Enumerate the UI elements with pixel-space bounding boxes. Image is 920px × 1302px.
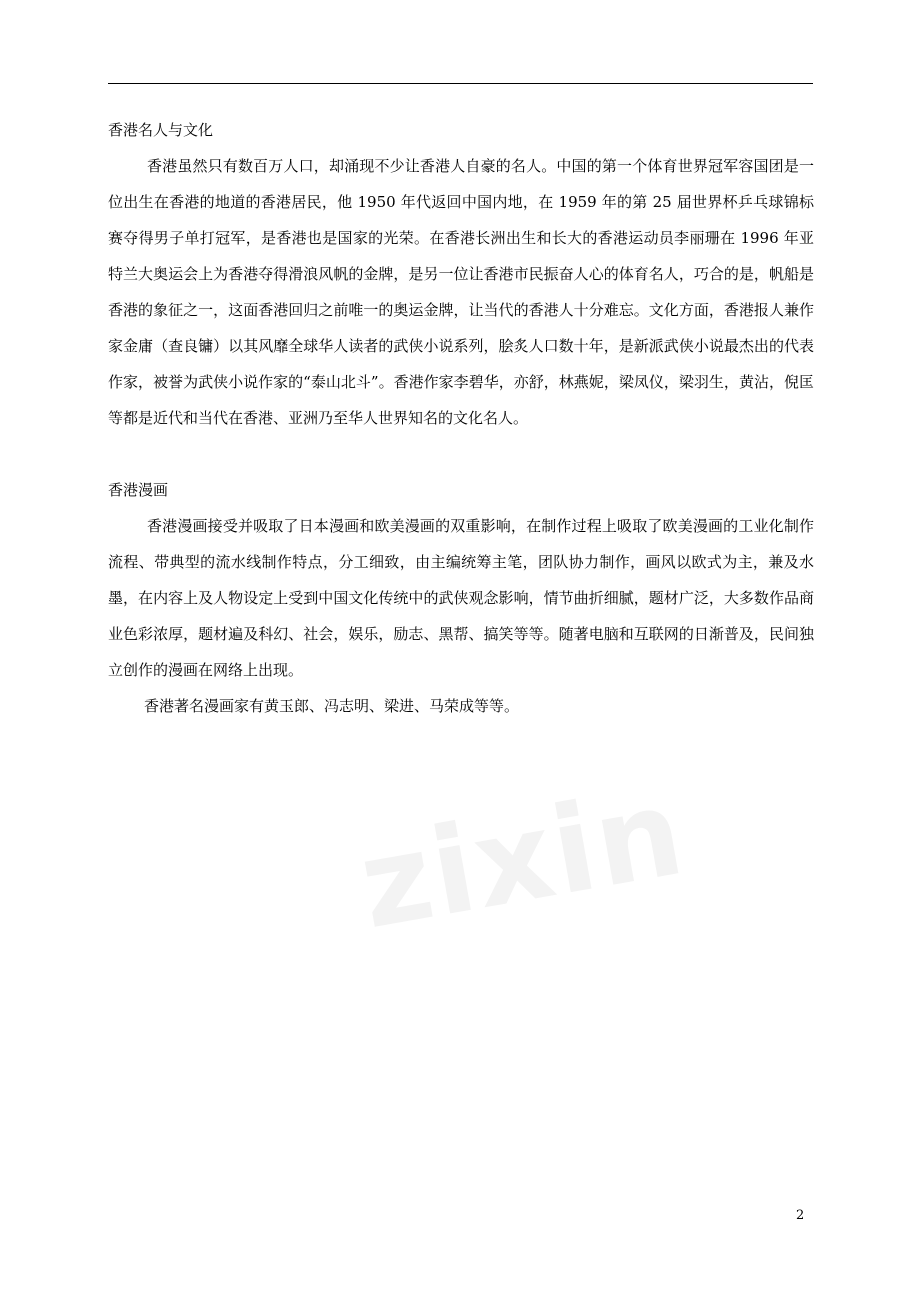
section-heading: 香港名人与文化 — [108, 121, 214, 139]
paragraph: 香港著名漫画家有黄玉郎、冯志明、梁进、马荣成等等。 — [144, 697, 520, 715]
paragraph: 香港漫画接受并吸取了日本漫画和欧美漫画的双重影响，在制作过程上吸取了欧美漫画的工业化制作流程、带典型的流水线制作特点，分工细致，由主编统筹主笔，团队协力制作，画风以欧式为主，兼及水墨，在内容上及人物设定上受到中国文化传统中的武侠观念影响，情节曲折细腻，题材广泛，大多数作品商业色彩浓厚，题材遍及科幻、社会，娱乐，励志、黑帮、搞笑等等。随著电脑和互联网的日渐普及，民间独立创作的漫画在网络上出现。 — [108, 517, 814, 679]
header-rule — [108, 83, 813, 84]
paragraph: 香港虽然只有数百万人口，却涌现不少让香港人自豪的名人。中国的第一个体育世界冠军容国团是一位出生在香港的地道的香港居民，他 1950 年代返回中国内地，在 1959 年的第 25 届世界杯乒乓球锦标赛夺得男子单打冠军，是香港也是国家的光荣。在香港长洲出生和长大的香港运动员李丽珊在 1996 年亚特兰大奥运会上为香港夺得滑浪风帆的金牌，是另一位让香港市民振奋人心的体育名人，巧合的是，帆船是香港的象征之一，这面香港回归之前唯一的奥运金牌，让当代的香港人十分难忘。文化方面，香港报人兼作家金庸（查良镛）以其风靡全球华人读者的武侠小说系列，脍炙人口数十年，是新派武侠小说最杰出的代表作家，被誉为武侠小说作家的“泰山北斗”。香港作家李碧华，亦舒，林燕妮，梁凤仪，梁羽生，黄沾，倪匡等都是近代和当代在香港、亚洲乃至华人世界知名的文化名人。 — [108, 157, 814, 427]
page-number: 2 — [796, 1208, 805, 1223]
section-celebrities-culture — [108, 112, 814, 436]
section-heading: 香港漫画 — [108, 481, 169, 499]
section-comics — [108, 472, 814, 724]
watermark: zixin — [350, 762, 695, 957]
section-spacer — [108, 436, 814, 472]
document-body — [108, 112, 814, 724]
